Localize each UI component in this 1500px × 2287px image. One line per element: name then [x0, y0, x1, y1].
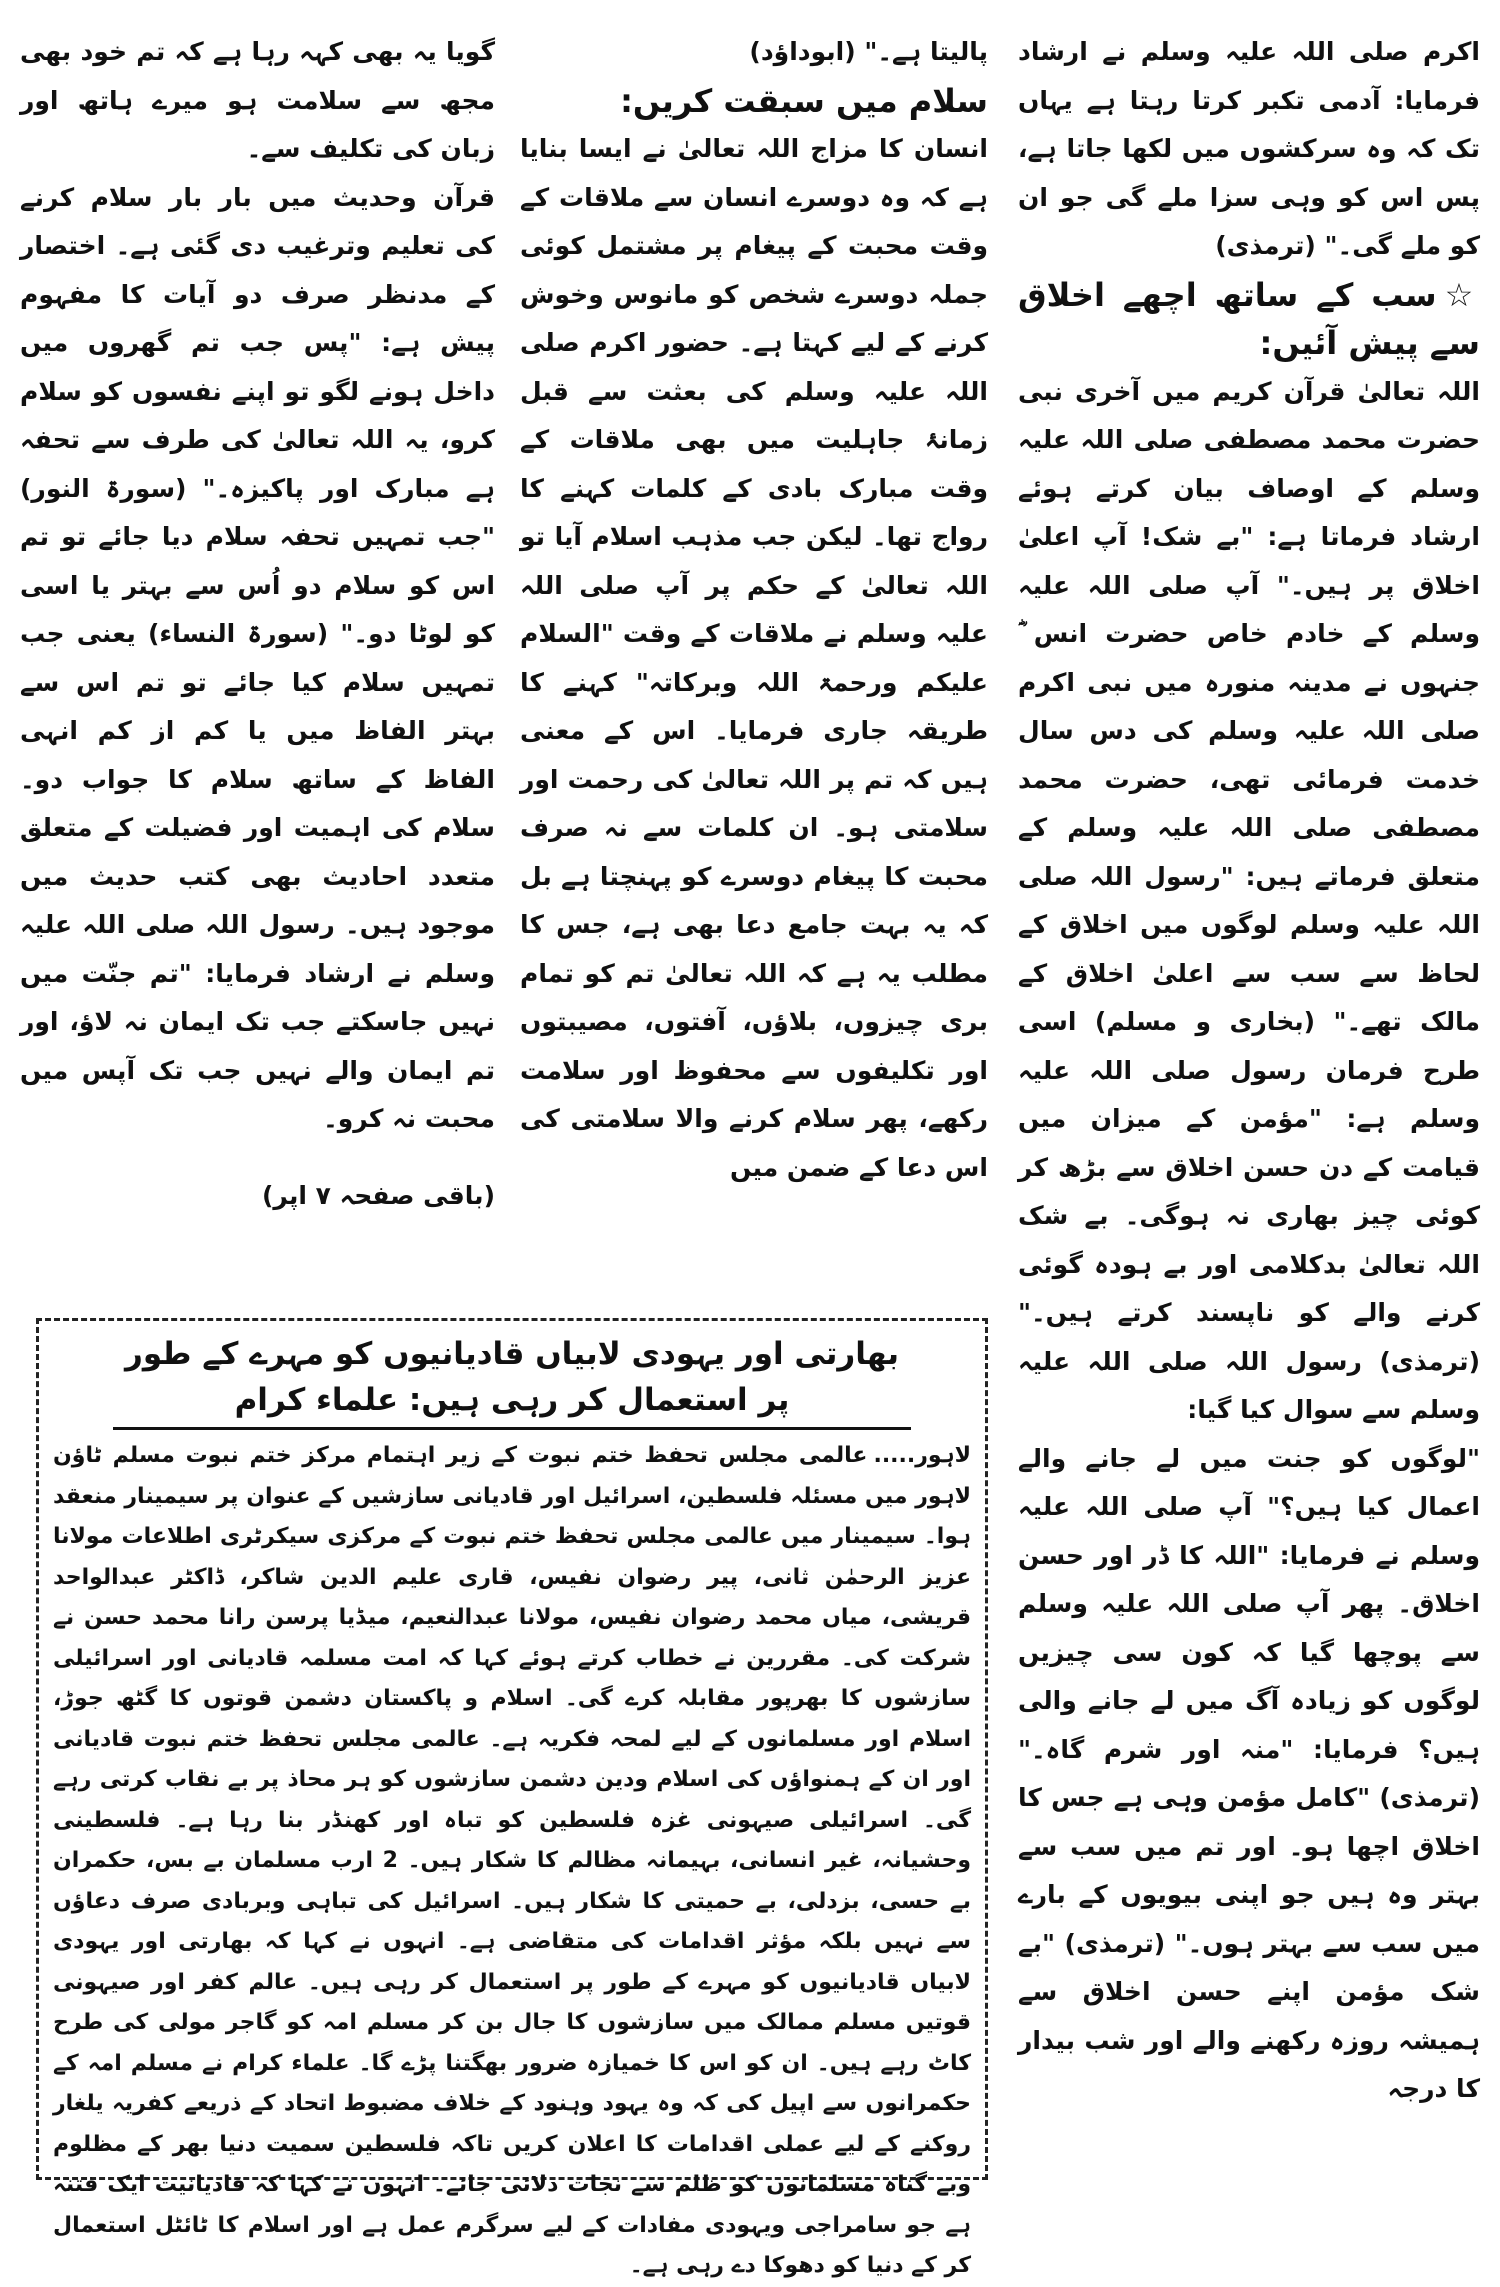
article-paragraph: گویا یہ بھی کہہ رہا ہے کہ تم خود بھی مجھ سے سلامت ہو میرے ہاتھ اور زبان کی تکلیف سے۔ — [20, 37, 495, 163]
article-paragraph: قرآن وحدیث میں بار بار سلام کرنے کی تعلیم وترغیب دی گئی ہے۔ اختصار کے مدنظر صرف دو آیات کا مفہوم پیش ہے: "پس جب تم گھروں میں داخل ہونے لگو تو اپنے نفسوں کو سلام کرو، یہ اللہ تعالیٰ کی طرف سے تحفہ ہے مبارک اور پاکیزہ۔" (سورۃ النور) "جب تمہیں تحفہ سلام دیا جائے تو تم اس کو سلام دو اُس سے بہتر یا اسی کو لوٹا دو۔" (سورۃ النساء) یعنی جب تمہیں سلام کیا جائے تو تم اس سے بہتر الفاظ میں یا کم از کم انہی الفاظ کے ساتھ سلام کا جواب دو۔ سلام کی اہمیت اور فضیلت کے متعلق متعدد احادیث بھی کتب حدیث میں موجود ہیں۔ رسول اللہ صلی اللہ علیہ وسلم نے ارشاد فرمایا: "تم جنّت میں نہیں جاسکتے جب تک ایمان نہ لاؤ، اور تم ایمان والے نہیں جب تک آپس میں محبت نہ کرو۔ — [20, 182, 495, 1133]
star-icon: ☆ — [1444, 275, 1481, 314]
section-heading-text: سب کے ساتھ اچھے اخلاق سے پیش آئیں: — [1018, 275, 1480, 362]
article-column-middle — [520, 28, 988, 1298]
article-paragraph: اکرم صلی اللہ علیہ وسلم نے ارشاد فرمایا: آدمی تکبر کرتا رہتا ہے یہاں تک کہ وہ سرکشوں میں لکھا جاتا ہے، پس اس کو وہی سزا ملے گی جو ان کو ملے گی۔" (ترمذی) — [1018, 37, 1480, 260]
news-text: عالمی مجلس تحفظ ختم نبوت کے زیر اہتمام مرکز ختم نبوت مسلم ٹاؤن لاہور میں مسئلہ فلسطین، اسرائیل اور قادیانی سازشیں کے عنوان پر سیمینار منعقد ہوا۔ سیمینار میں عالمی مجلس تحفظ ختم نبوت کے مرکزی سیکرٹری اطلاعات مولانا عزیز الرحمٰن ثانی، پیر رضوان نفیس، قاری علیم الدین شاکر، ڈاکٹر عبدالواحد قریشی، میاں محمد رضوان نفیس، مولانا عبدالنعیم، میڈیا پرسن رانا محمد حسن نے شرکت کی۔ مقررین نے خطاب کرتے ہوئے کہا کہ امت مسلمہ قادیانی اور اسرائیلی سازشوں کا بھرپور مقابلہ کرے گی۔ اسلام و پاکستان دشمن قوتوں کا گٹھ جوڑ، اسلام اور مسلمانوں کے لیے لمحہ فکریہ ہے۔ عالمی مجلس تحفظ ختم نبوت قادیانی اور ان کے ہمنواؤں کی اسلام ودین دشمن سازشوں کو ہر محاذ پر بے نقاب کرتی رہے گی۔ اسرائیلی صیہونی غزہ فلسطین کو تباہ اور کھنڈر بنا رہا ہے۔ فلسطینی وحشیانہ، غیر انسانی، بہیمانہ مظالم کا شکار ہیں۔ 2 ارب مسلمان بے بس، حکمران بے حسی، بزدلی، بے حمیتی کا شکار ہیں۔ اسرائیل کی تباہی وبربادی صرف دعاؤں سے نہیں بلکہ مؤثر اقدامات کی متقاضی ہے۔ انہوں نے کہا کہ بھارتی اور یہودی لابیاں قادیانیوں کو مہرے کے طور پر استعمال کر رہی ہیں۔ عالم کفر اور صیہونی قوتیں مسلم ممالک میں سازشوں کا جال بن کر مسلم امہ کو گاجر مولی کی طرح کاٹ رہے ہیں۔ ان کو اس کا خمیازہ ضرور بھگتنا پڑے گا۔ علماء کرام نے مسلم امہ کے حکمرانوں سے اپیل کی کہ وہ یہود وہنود کے خلاف مضبوط اتحاد کے ذریعے کفریہ یلغار روکنے کے لیے عملی اقدامات کا اعلان کریں تاکہ فلسطین سمیت دنیا بھر کے مظلوم وبے گناہ مسلمانوں کو ظلم سے نجات دلائی جائے۔ انہوں نے کہا کہ قادیانیت ایک فتنہ ہے جو سامراجی ویہودی مفادات کے لیے سرگرم عمل ہے اور اسلام کا ٹائٹل استعمال کر کے دنیا کو دھوکا دے رہی ہے۔ — [53, 1443, 972, 2278]
news-dateline: لاہور..... — [873, 1443, 971, 1468]
section-heading: سلام میں سبقت کریں: — [620, 81, 988, 120]
news-box — [36, 1318, 988, 2278]
article-column-left — [20, 28, 495, 1298]
news-headline: بھارتی اور یہودی لابیاں قادیانیوں کو مہرے کے طور پر استعمال کر رہی ہیں: علماء کرام — [113, 1331, 911, 1430]
article-paragraph: انسان کا مزاج اللہ تعالیٰ نے ایسا بنایا ہے کہ وہ دوسرے انسان سے ملاقات کے وقت محبت کے پیغام پر مشتمل کوئی جملہ دوسرے شخص کو مانوس وخوش کرنے کے لیے کہتا ہے۔ حضور اکرم صلی اللہ علیہ وسلم کی بعثت سے قبل زمانۂ جاہلیت میں بھی ملاقات کے وقت مبارک بادی کے کلمات کہنے کا رواج تھا۔ لیکن جب مذہب اسلام آیا تو اللہ تعالیٰ کے حکم پر آپ صلی اللہ علیہ وسلم نے ملاقات کے وقت "السلام علیکم ورحمۃ اللہ وبرکاتہ" کہنے کا طریقہ جاری فرمایا۔ اس کے معنی ہیں کہ تم پر اللہ تعالیٰ کی رحمت اور سلامتی ہو۔ ان کلمات سے نہ صرف محبت کا پیغام دوسرے کو پہنچتا ہے بل کہ یہ بہت جامع دعا بھی ہے، جس کا مطلب یہ ہے کہ اللہ تعالیٰ تم کو تمام بری چیزوں، بلاؤں، آفتوں، مصیبتوں اور تکلیفوں سے محفوظ اور سلامت رکھے، پھر سلام کرنے والا سلامتی کی اس دعا کے ضمن میں — [520, 134, 988, 1182]
news-body — [53, 1436, 971, 2287]
section-heading — [1018, 271, 1480, 368]
article-column-right — [1018, 28, 1480, 2190]
continued-on-page-note: (باقی صفحہ ۷ اپر) — [262, 1180, 495, 1210]
article-paragraph: اللہ تعالیٰ قرآن کریم میں آخری نبی حضرت محمد مصطفی صلی اللہ علیہ وسلم کے اوصاف بیان کرتے ہوئے ارشاد فرماتا ہے: "بے شک! آپ اعلیٰ اخلاق پر ہیں۔" آپ صلی اللہ علیہ وسلم کے خادم خاص حضرت انس ؓ جنہوں نے مدینہ منورہ میں نبی اکرم صلی اللہ علیہ وسلم کی دس سال خدمت فرمائی تھی، حضرت محمد مصطفی صلی اللہ علیہ وسلم کے متعلق فرماتے ہیں: "رسول اللہ صلی اللہ علیہ وسلم لوگوں میں اخلاق کے لحاظ سے سب سے اعلیٰ اخلاق کے مالک تھے۔" (بخاری و مسلم) اسی طرح فرمان رسول صلی اللہ علیہ وسلم ہے: "مؤمن کے میزان میں قیامت کے دن حسن اخلاق سے بڑھ کر کوئی چیز بھاری نہ ہوگی۔ بے شک اللہ تعالیٰ بدکلامی اور بے ہودہ گوئی کرنے والے کو ناپسند کرتے ہیں۔" (ترمذی) رسول اللہ صلی اللہ علیہ وسلم سے سوال کیا گیا: — [1018, 376, 1480, 1424]
article-paragraph: "لوگوں کو جنت میں لے جانے والے اعمال کیا ہیں؟" آپ صلی اللہ علیہ وسلم نے فرمایا: "اللہ کا ڈر اور حسن اخلاق۔ پھر آپ صلی اللہ علیہ وسلم سے پوچھا گیا کہ کون سی چیزیں لوگوں کو زیادہ آگ میں لے جانے والی ہیں؟ فرمایا: "منہ اور شرم گاہ۔" (ترمذی) "کامل مؤمن وہی ہے جس کا اخلاق اچھا ہو۔ اور تم میں سب سے بہتر وہ ہیں جو اپنی بیویوں کے بارے میں سب سے بہتر ہوں۔" (ترمذی) "بے شک مؤمن اپنے حسن اخلاق سے ہمیشہ روزہ رکھنے والے اور شب بیدار کا درجہ — [1018, 1443, 1480, 2103]
article-paragraph: پالیتا ہے۔" (ابوداؤد) — [749, 37, 988, 66]
